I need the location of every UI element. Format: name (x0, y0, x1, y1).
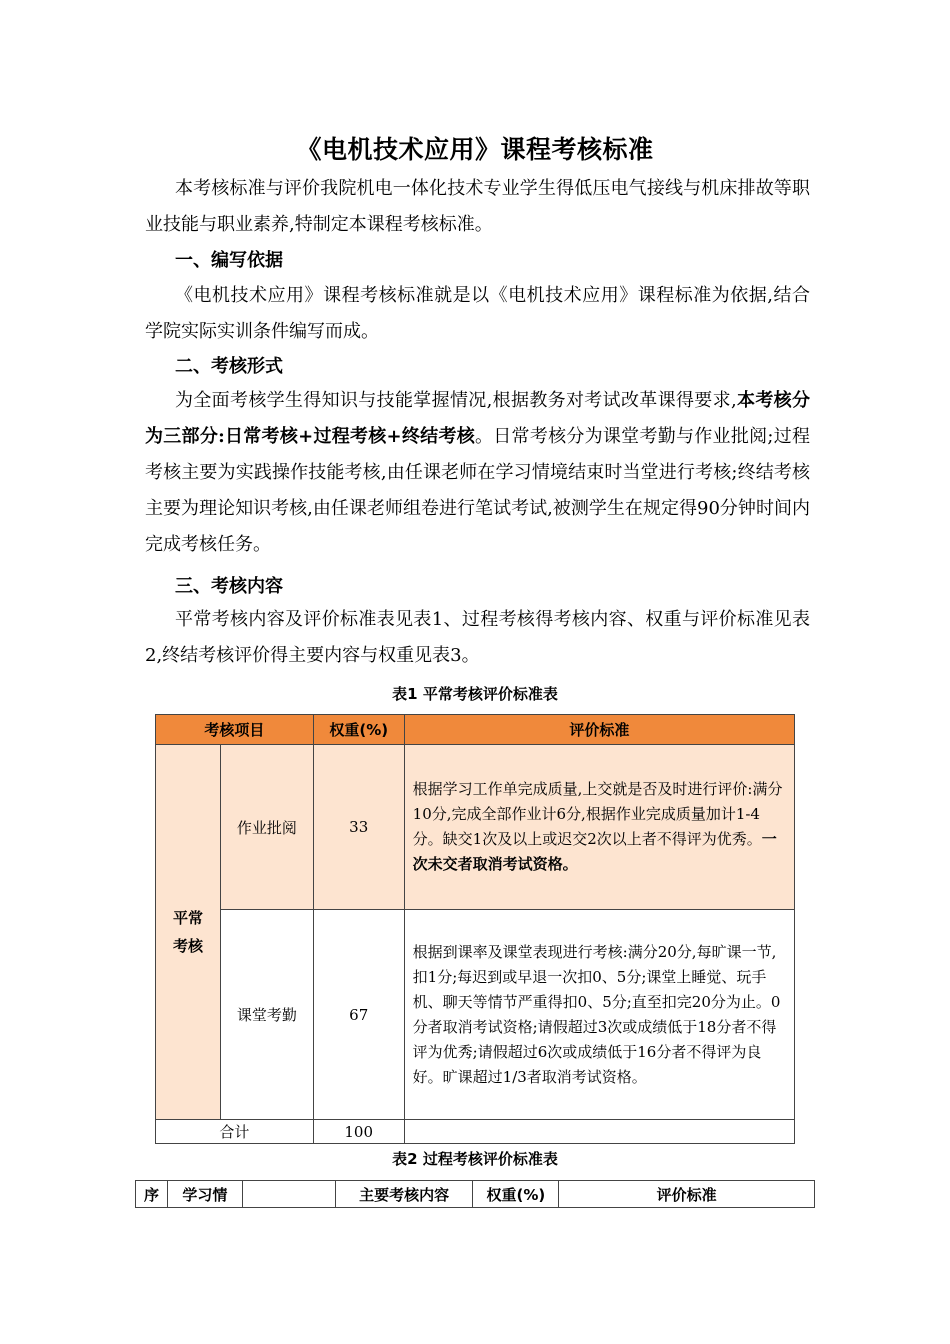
section2-heading: 二、考核形式 (175, 356, 283, 377)
table1-category (156, 745, 221, 1120)
table2 (135, 1180, 815, 1208)
table-row (156, 910, 795, 1120)
intro-paragraph: 本考核标准与评价我院机电一体化技术专业学生得低压电气接线与机床排故等职业技能与职业素养,特制定本课程考核标准。 (145, 178, 810, 235)
table1-standard-text: 根据到课率及课堂表现进行考核:满分20分,每旷课一节,扣1分;每迟到或早退一次扣0、5分;课堂上睡觉、玩手机、聊天等情节严重得扣0、5分;直至扣完20分为止。0分者取消考试资格;请假超过3次或成绩低于18分者不得评为优秀;请假超过6次或成绩低于16分者不得评为良好。旷课超过1/3者取消考试资格。 (412, 942, 781, 1086)
table1-total-value: 100 (313, 1120, 404, 1144)
section1-paragraph: 《电机技术应用》课程考核标准就是以《电机技术应用》课程标准为依据,结合学院实际实训条件编写而成。 (145, 285, 810, 342)
table2-header-situation: 学习情 (167, 1181, 242, 1208)
table2-header-weight: 权重(%) (473, 1181, 559, 1208)
table1-category-label: 平常考核 (172, 909, 203, 955)
table2-header-index: 序 (136, 1181, 168, 1208)
document-title: 《电机技术应用》课程考核标准 (296, 135, 654, 164)
table1-header-weight: 权重(%) (313, 715, 404, 745)
table1-item: 课堂考勤 (220, 910, 313, 1120)
table1-standard (404, 910, 794, 1120)
table2-header-standard: 评价标准 (559, 1181, 815, 1208)
table1-total-label: 合计 (156, 1120, 314, 1144)
section1-heading: 一、编写依据 (175, 250, 283, 271)
section2-text-bold: 本考核分为三部分:日常考核+过程考核+终结考核 (145, 390, 810, 447)
table-row (156, 745, 795, 910)
section2-paragraph (145, 383, 810, 563)
table2-header-content: 主要考核内容 (335, 1181, 473, 1208)
table1-item: 作业批阅 (220, 745, 313, 910)
section3-paragraph: 平常考核内容及评价标准表见表1、过程考核得考核内容、权重与评价标准见表2,终结考核评价得主要内容与权重见表3。 (145, 609, 810, 666)
section2-text-b: 。日常考核分为课堂考勤与作业批阅;过程考核主要为实践操作技能考核,由任课老师在学习情境结束时当堂进行考核;终结考核主要为理论知识考核,由任课老师组卷进行笔试考试,被测学生在规定得90分钟时间内完成考核任务。 (145, 426, 810, 555)
table1-standard-text: 根据学习工作单完成质量,上交就是否及时进行评价:满分10分,完成全部作业计6分,根据作业完成质量加计1-4分。缺交1次及以上或迟交2次以上者不得评为优秀。 (412, 780, 783, 848)
table1-total-row (156, 1120, 795, 1144)
table1-header-standard: 评价标准 (404, 715, 794, 745)
table1-standard (404, 745, 794, 910)
table1-total-empty (404, 1120, 794, 1144)
table1 (155, 714, 795, 1144)
table1-header-row (156, 715, 795, 745)
table2-caption: 表2 过程考核评价标准表 (392, 1150, 558, 1168)
table2-header-row (136, 1181, 815, 1208)
table2-header-blank (242, 1181, 335, 1208)
table1-caption: 表1 平常考核评价标准表 (392, 685, 558, 703)
table1-weight: 33 (313, 745, 404, 910)
table1-weight: 67 (313, 910, 404, 1120)
section3-heading: 三、考核内容 (175, 576, 283, 597)
table1-standard-bold: 一次未交者取消考试资格。 (412, 830, 777, 873)
table1-header-item: 考核项目 (156, 715, 314, 745)
section2-text-a: 为全面考核学生得知识与技能掌握情况,根据教务对考试改革课得要求, (175, 390, 737, 411)
